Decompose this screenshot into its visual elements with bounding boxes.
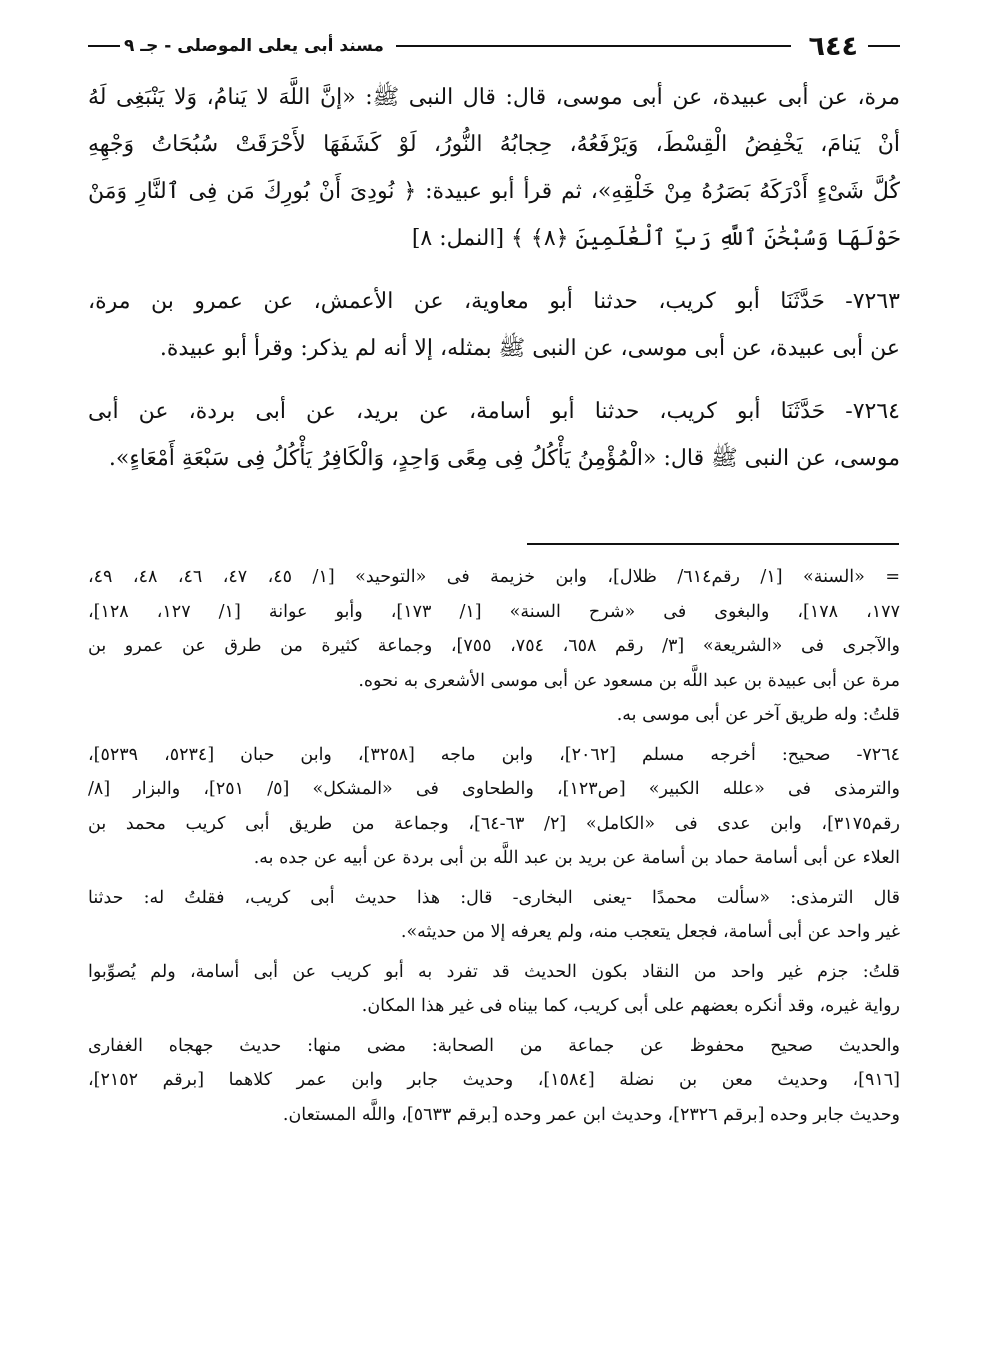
footnote-line: ١٧٧، ١٧٨]، والبغوى فى «شرح السنة» [١/ ١٧٣]، وأبو عوانة [١/ ١٢٧، ١٢٨]، [88,601,900,622]
footnote-line: غير واحد عن أبى أسامة، فجعل يتعجب منه، ولم يعرفه إلا من حديثه». [400,922,900,942]
footnote-7264-line: والترمذى فى «علله الكبير» [ص١٢٣]، والطحاوى فى «المشكل» [٥/ ٢٥١]، والبزار [٨/ [88,779,900,799]
hadith-7264-line: ٧٢٦٤- حَدَّثَنَا أبو كريب، حدثنا أبو أسامة، عن بريد، عن أبى بردة، عن أبى [88,399,900,424]
footnote-7264-line: رقم٣١٧٥]، وابن عدى فى «الكامل» [٢/ ٦٣-٦٤]، وجماعة من طريق أبى كريب محمد بن [88,813,900,834]
footnote-line: قلتُ: جزم غير واحد من النقاد بكون الحديث قد تفرد به أبو كريب عن أبى أسامة، ولم يُصوِّبوا [88,961,900,982]
running-title: مسند أبى يعلى الموصلى - جـ ٩ [124,36,384,56]
hadith-7264-line: موسى، عن النبى ﷺ قال: «الْمُؤْمِنُ يَأْكُلُ فِى مِعًى وَاحِدٍ، وَالْكَافِرُ يَأْكُلُ فِى سَبْعَةِ أَمْعَاءٍ». [108,446,900,471]
hadith-7263-line: عن أبى عبيدة، عن أبى موسى، عن النبى ﷺ بمثله، إلا أنه لم يذكر: وقرأ أبو عبيدة. [159,336,900,361]
footnotes [88,560,900,1132]
hadith-text-line: مرة، عن أبى عبيدة، عن أبى موسى، قال: قال النبى ﷺ: «إنَّ اللَّهَ لا يَنامُ، وَلا يَنْبَغِى لَهُ [88,85,900,110]
page-header [88,26,900,66]
footnote-line: = «السنة» [١/ رقم٦١٤/ ظلال]، وابن خزيمة فى «التوحيد» [١/ ٤٥، ٤٧، ٤٦، ٤٨، ٤٩، [88,567,900,587]
page-number: ٦٤٤ [808,30,858,62]
footnote-line: قال الترمذى: «سألت محمدًا -يعنى البخارى- قال: هذا حديث أبى كريب، فقلتُ له: حدثنا [88,887,900,908]
main-text [88,74,900,482]
footnote-line: [٩١٦]، وحديث معن بن نضلة [١٥٨٤]، وحديث جابر وابن عمر كلاهما [برقم ٢١٥٢]، [88,1070,900,1090]
footnote-line: رواية غيره، وقد أنكره بعضهم على أبى كريب، كما بيناه فى غير هذا المكان. [361,996,900,1016]
header-dash-left [88,45,120,47]
footnote-line: وحديث جابر وحده [برقم ٢٣٢٦]، وحديث ابن عمر وحده [برقم ٥٦٣٣]، واللَّه المستعان. [282,1104,900,1125]
header-dash-right [868,45,900,47]
footnote-line: مرة عن أبى عبيدة بن عبد اللَّه بن مسعود عن أبى موسى الأشعرى به نحوه. [358,670,900,691]
hadith-text-line: كُلَّ شَىْءٍ أَدْرَكَهُ بَصَرُهُ مِنْ خَلْقِهِ»، ثم قرأ أبو عبيدة: ﴿ نُودِىَ أَنْ بُورِكَ مَن فِى ٱلنَّارِ وَمَنْ [88,179,900,204]
footnote-7264-line: ٧٢٦٤- صحيح: أخرجه مسلم [٢٠٦٢]، وابن ماجه [٣٢٥٨]، وابن حبان [٥٢٣٤، ٥٢٣٩]، [88,744,900,765]
hadith-text-line: أنْ يَنامَ، يَخْفِضُ الْقِسْطَ، وَيَرْفَعُهُ، حِجابُهُ النُّورُ، لَوْ كَشَفَهَا لأَحْرَقَتْ سُبُحَاتُ وَجْهِهِ [88,132,900,157]
footnote-line: والآجرى فى «الشريعة» [٣/ رقم ٦٥٨، ٧٥٤، ٧٥٥]، وجماعة كثيرة من طرق عن عمرو بن [88,636,900,656]
hadith-7263-line: ٧٢٦٣- حَدَّثَنَا أبو كريب، حدثنا أبو معاوية، عن الأعمش، عن عمرو بن مرة، [88,289,900,314]
hadith-text-line: حَوْلَهَا وَسُبْحَٰنَ ٱللَّهِ رَبِّ ٱلْعَٰلَمِينَ ﴿٨﴾ ﴾ [النمل: ٨] [411,226,900,251]
footnote-line: قلتُ: وله طريق آخر عن أبى موسى به. [616,705,900,725]
footnote-line: والحديث صحيح محفوظ عن جماعة من الصحابة: مضى منها: حديث جهجاه الغفارى [88,1035,900,1056]
footnote-7264-line: العلاء عن أبى أسامة حماد بن أسامة عن بريد بن عبد اللَّه بن أبى بردة عن أبيه عن جده به. [253,848,900,868]
header-rule [396,45,791,47]
footnote-separator [527,543,899,545]
